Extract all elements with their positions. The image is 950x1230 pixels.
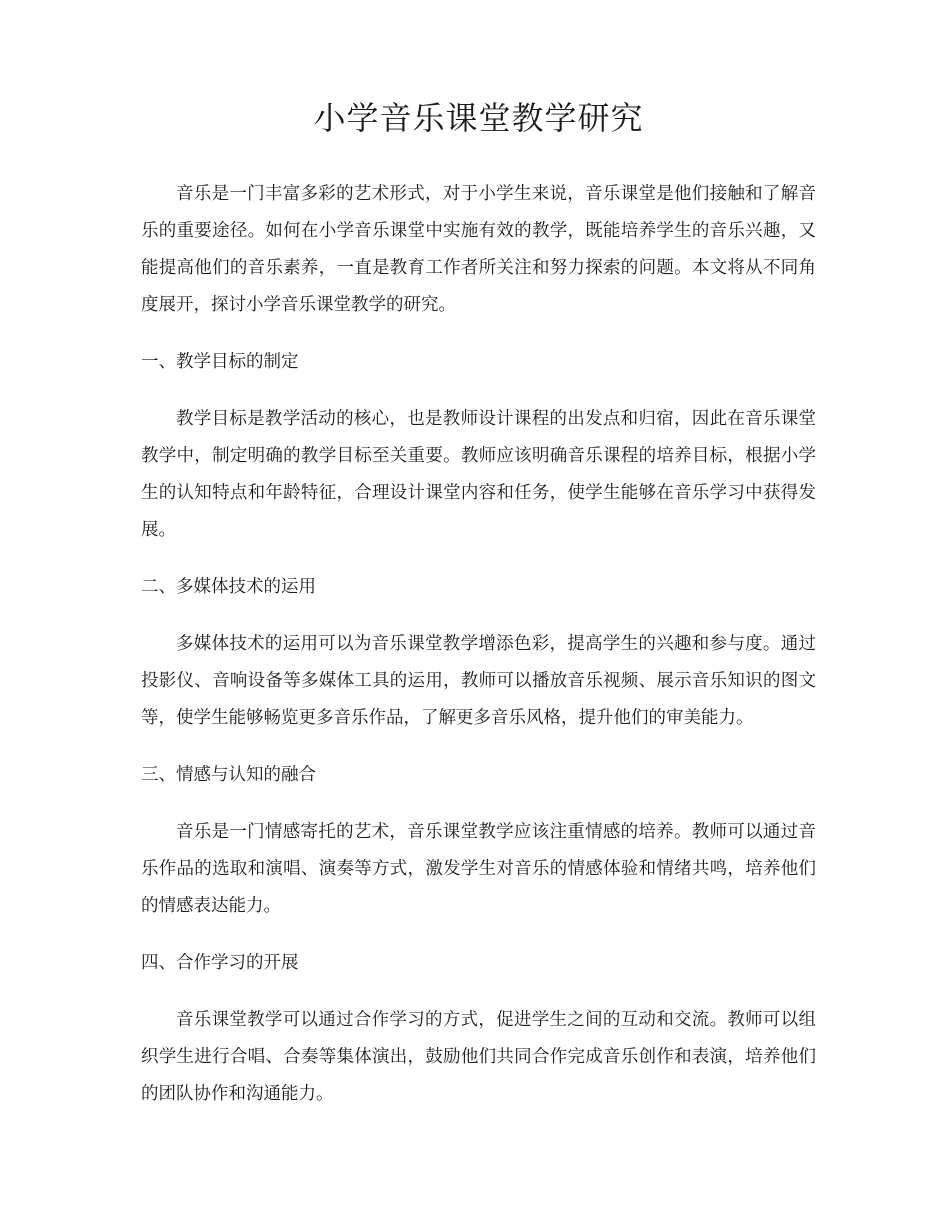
section-2-paragraph: 多媒体技术的运用可以为音乐课堂教学增添色彩，提高学生的兴趣和参与度。通过投影仪、音响设备等多媒体工具的运用，教师可以播放音乐视频、展示音乐知识的图文等，使学生能够畅览更多音乐作品，了解更多音乐风格，提升他们的审美能力。 [141, 634, 816, 728]
section-3-heading: 三、情感与认知的融合 [141, 765, 316, 785]
section-1-paragraph: 教学目标是教学活动的核心，也是教师设计课程的出发点和归宿，因此在音乐课堂教学中，制定明确的教学目标至关重要。教师应该明确音乐课程的培养目标，根据小学生的认知特点和年龄特征，合理设计课堂内容和任务，使学生能够在音乐学习中获得发展。 [141, 409, 816, 540]
section-4-paragraph: 音乐课堂教学可以通过合作学习的方式，促进学生之间的互动和交流。教师可以组织学生进行合唱、合奏等集体演出，鼓励他们共同合作完成音乐创作和表演，培养他们的团队协作和沟通能力。 [141, 1010, 816, 1104]
intro-paragraph: 音乐是一门丰富多彩的艺术形式，对于小学生来说，音乐课堂是他们接触和了解音乐的重要途径。如何在小学音乐课堂中实施有效的教学，既能培养学生的音乐兴趣，又能提高他们的音乐素养，一直是教育工作者所关注和努力探索的问题。本文将从不同角度展开，探讨小学音乐课堂教学的研究。 [141, 184, 816, 315]
section-4-heading: 四、合作学习的开展 [141, 953, 299, 973]
section-3-paragraph: 音乐是一门情感寄托的艺术，音乐课堂教学应该注重情感的培养。教师可以通过音乐作品的选取和演唱、演奏等方式，激发学生对音乐的情感体验和情绪共鸣，培养他们的情感表达能力。 [141, 822, 816, 916]
document-title: 小学音乐课堂教学研究 [313, 99, 644, 137]
section-1-heading: 一、教学目标的制定 [141, 352, 299, 372]
section-2-heading: 二、多媒体技术的运用 [141, 577, 316, 597]
